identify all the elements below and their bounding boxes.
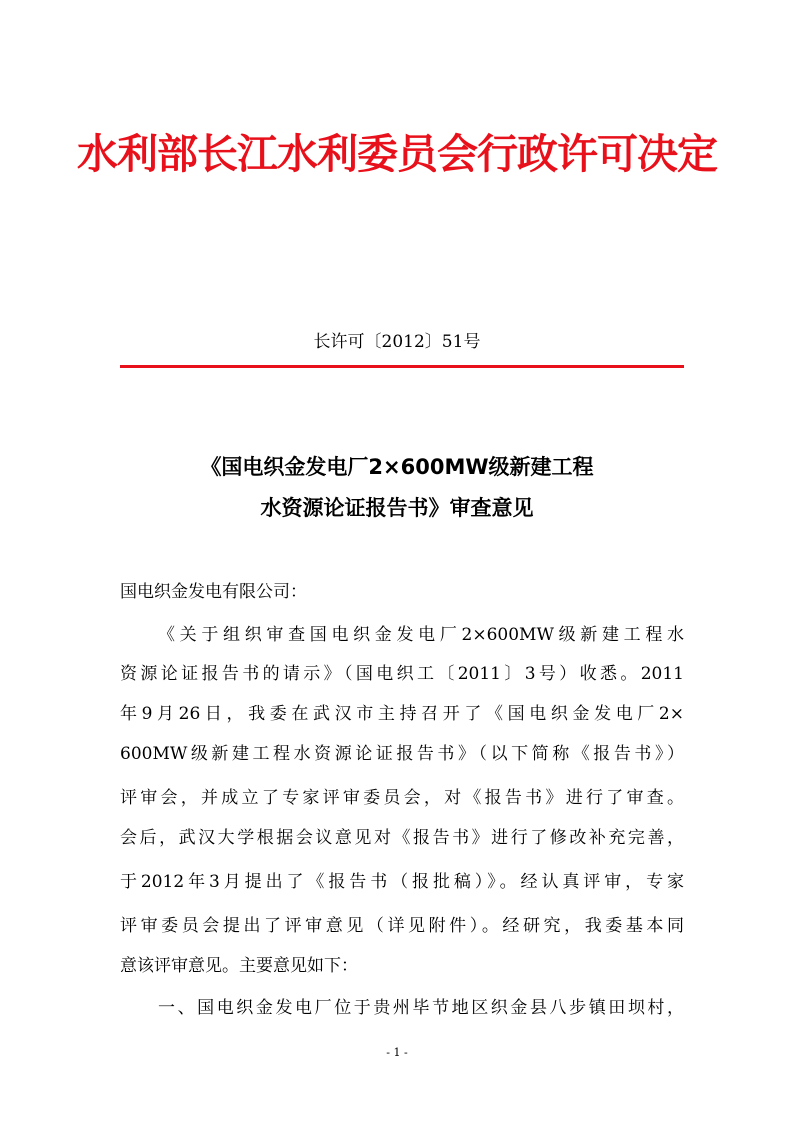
document-header-title: 水利部长江水利委员会行政许可决定: [77, 130, 717, 178]
body-paragraph-line: 于2012年3月提出了《报告书（报批稿）》。经认真评审，专家: [120, 872, 684, 892]
body-paragraph-line: 评审会，并成立了专家评审委员会，对《报告书》进行了审查。: [120, 788, 684, 808]
document-title-line-1: 《国电织金发电厂2×600MW级新建工程: [200, 455, 594, 479]
document-number: 长许可〔2012〕51号: [313, 332, 481, 352]
body-paragraph-line: 年9月26日，我委在武汉市主持召开了《国电织金发电厂2×: [120, 704, 684, 724]
page-number: - 1 -: [386, 1046, 408, 1059]
body-paragraph-line: 意该评审意见。主要意见如下：: [120, 956, 358, 976]
body-paragraph-line: 评审委员会提出了评审意见（详见附件）。经研究，我委基本同: [120, 916, 684, 936]
body-paragraph-line: 600MW级新建工程水资源论证报告书》（以下简称《报告书》）: [120, 744, 684, 764]
document-title-line-2: 水资源论证报告书》审查意见: [260, 496, 534, 520]
body-paragraph-line: 《关于组织审查国电织金发电厂2×600MW级新建工程水: [158, 625, 684, 645]
body-paragraph-line: 资源论证报告书的请示》（国电织工〔2011〕3号）收悉。2011: [120, 664, 684, 684]
red-divider-line: [120, 365, 684, 368]
body-paragraph-line: 一、国电织金发电厂位于贵州毕节地区织金县八步镇田坝村，: [158, 998, 684, 1018]
body-paragraph-line: 会后，武汉大学根据会议意见对《报告书》进行了修改补充完善，: [120, 828, 684, 848]
addressee: 国电织金发电有限公司：: [120, 582, 307, 602]
